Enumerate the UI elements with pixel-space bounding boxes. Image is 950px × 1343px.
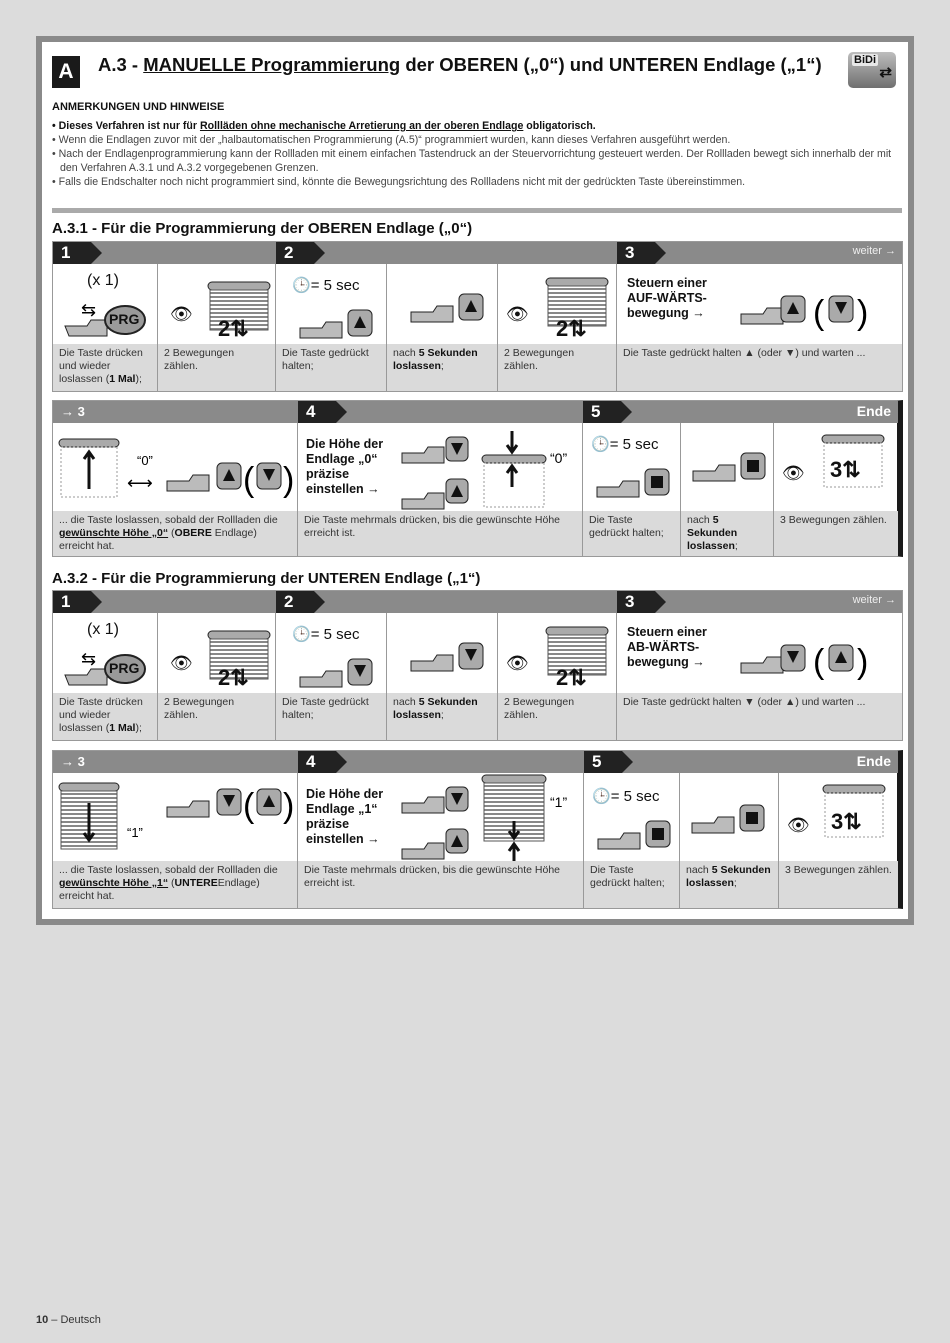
steps-1-3-upper [52, 241, 903, 392]
prg-button-label: PRG [109, 660, 140, 676]
notes-heading: ANMERKUNGEN UND HINWEISE [52, 101, 225, 113]
clock-icon: 🕒 [591, 436, 610, 453]
step-number: 4 [298, 401, 336, 423]
caption: Die Taste gedrückt halten; [276, 344, 386, 391]
svg-text:): ) [283, 461, 295, 499]
step2-release [387, 264, 498, 391]
step3b-release [53, 423, 298, 556]
caption: Die Taste drücken und wieder loslassen (1 Mal); [53, 693, 157, 740]
fine-adjust-diagram [398, 423, 578, 511]
caption: 2 Bewegungen zählen. [158, 693, 275, 740]
continue-label: → 3 [53, 401, 293, 423]
prg-button-label: PRG [109, 311, 140, 327]
count-number: 2 [218, 665, 231, 690]
hand-down-button-icon [296, 653, 376, 693]
count-number: 2 [218, 316, 231, 341]
step5-hold: 🕒= 5 sec Die Taste gedrückt halten; [583, 423, 681, 556]
hand-stop-button-icon [593, 463, 673, 503]
caption: Die Taste mehrmals drücken, bis die gewünschte Höhe erreicht ist. [298, 511, 582, 556]
eye-icon: 👁 [787, 815, 810, 835]
fine-adjust-diagram [398, 773, 578, 863]
svg-text:(: ( [813, 294, 825, 332]
caption: nach 5 Sekunden loslassen; [387, 693, 497, 740]
weiter-label: weiter → [852, 245, 896, 257]
svg-text:“0”: “0” [550, 450, 568, 466]
step3b-release [53, 773, 298, 908]
svg-text:⇆: ⇆ [81, 649, 97, 669]
step-number: 1 [53, 242, 91, 264]
hand-release-icon [407, 288, 487, 328]
step2-hold: 🕒= 5 sec Die Taste gedrückt halten; [276, 613, 387, 740]
count-number: 3 [831, 809, 844, 834]
caption: 2 Bewegungen zählen. [158, 344, 275, 391]
svg-text:“0”: “0” [137, 453, 153, 468]
clock-icon: 🕒 [292, 626, 311, 643]
caption: nach 5 Sekunden loslassen; [387, 344, 497, 391]
steps-4-5-lower [52, 750, 903, 909]
step-number: 3 [617, 242, 655, 264]
step-number: 2 [276, 591, 314, 613]
step-number: 3 [617, 591, 655, 613]
ende-label: Ende [856, 753, 891, 769]
step2-count: 👁 2⇅ 2 Bewegungen zählen. [498, 264, 617, 391]
instruction-panel [42, 42, 908, 919]
svg-text:(: ( [813, 643, 825, 681]
note-2: • Wenn die Endlagen zuvor mit der „halbautomatischen Programmierung (A.5)“ programmiert wurden, kann dieses Verfahren ausgeführt werden. [52, 134, 731, 146]
step1-count: 👁 2⇅ 2 Bewegungen zählen. [158, 264, 276, 391]
count-number: 3 [830, 457, 843, 482]
caption: 3 Bewegungen zählen. [774, 511, 898, 556]
step4-adjust: Die Höhe der Endlage „0“ präzise einstellen → “0” Die Taste mehrmals drücken, bis die gewünschte Höhe erreicht ist. [298, 423, 583, 556]
caption: Die Taste drücken und wieder loslassen (1 Mal); [53, 344, 157, 391]
step-number: 5 [584, 751, 622, 773]
caption: Die Taste gedrückt halten ▲ (oder ▼) und warten ... [617, 344, 902, 391]
svg-text:(: ( [243, 787, 255, 825]
caption: 3 Bewegungen zählen. [779, 861, 898, 908]
eye-icon: 👁 [506, 653, 529, 673]
shutter-up-diagram [57, 429, 293, 509]
section-title-upper: A.3.1 - Für die Programmierung der OBEREN Endlage („0“) [52, 220, 473, 237]
step-number: 5 [583, 401, 621, 423]
continue-label: → 3 [53, 751, 293, 773]
eye-icon: 👁 [170, 304, 193, 324]
step1-press-prg: (x 1) ⇆ PRG Die Taste drücken und wieder loslassen (1 Mal); [53, 613, 158, 740]
step4-adjust: Die Höhe der Endlage „1“ präzise einstellen → “1” Die Taste mehrmals drücken, bis die gewünschte Höhe erreicht ist. [298, 773, 584, 908]
eye-icon: 👁 [506, 304, 529, 324]
step5-hold: 🕒= 5 sec Die Taste gedrückt halten; [584, 773, 680, 908]
divider [52, 208, 902, 213]
step5-count: 👁 3⇅ 3 Bewegungen zählen. [774, 423, 898, 556]
note-4: • Falls die Endschalter noch nicht programmiert sind, könnte die Bewegungsrichtung des Rollladens nicht mit der gedrückten Taste übereinstimmen. [52, 176, 746, 188]
hand-prg-icon [57, 294, 157, 344]
hand-down-up-icon [737, 633, 877, 683]
svg-text:(: ( [243, 461, 255, 499]
caption: Die Taste gedrückt halten; [276, 693, 386, 740]
caption: ... die Taste loslassen, sobald der Rollladen die gewünschte Höhe „1“ (UNTEREEndlage) erreicht hat. [53, 861, 297, 908]
caption: Die Taste gedrückt halten; [583, 511, 680, 556]
step5-release [681, 423, 774, 556]
step2-count: 👁 2⇅ 2 Bewegungen zählen. [498, 613, 617, 740]
caption: Die Taste mehrmals drücken, bis die gewünschte Höhe erreicht ist. [298, 861, 583, 908]
svg-text:): ) [857, 294, 869, 332]
hand-stop-release-icon [688, 799, 768, 839]
svg-text:): ) [857, 643, 869, 681]
step-number: 1 [53, 591, 91, 613]
instruction-frame [36, 36, 914, 925]
page-footer: 10 – Deutsch [36, 1314, 101, 1326]
caption: Die Taste gedrückt halten ▼ (oder ▲) und warten ... [617, 693, 902, 740]
hand-prg-icon [57, 643, 157, 693]
bidi-icon: BiDi ⇄ [848, 52, 896, 88]
step5-release [680, 773, 779, 908]
weiter-label: weiter → [852, 594, 896, 606]
step2-release [387, 613, 498, 740]
hand-release-icon [407, 637, 487, 677]
svg-text:⟷: ⟷ [127, 473, 153, 493]
note-3: • Nach der Endlagenprogrammierung kann der Rollladen mit einem einfachen Tastendruck an der Steuervorrichtung gesteuert werden. Der Rollladen bewegt sich innerhalb der mit den Verfahren A.3.1 und A.3.2 vorgegebenen Grenzen. [52, 148, 892, 174]
hand-stop-button-icon [594, 815, 674, 855]
steps-4-5-upper [52, 400, 903, 557]
step-number: 4 [298, 751, 336, 773]
step3-steuern: Steuern einer AB-WÄRTS-bewegung → ( ) Die Taste gedrückt halten ▼ (oder ▲) und warten ... [617, 613, 902, 740]
step1-press-prg: (x 1) ⇆ PRG Die Taste drücken und wieder loslassen (1 Mal); [53, 264, 158, 391]
step5-count: 👁 3⇅ 3 Bewegungen zählen. [779, 773, 898, 908]
caption: Die Taste gedrückt halten; [584, 861, 679, 908]
step-number: 2 [276, 242, 314, 264]
hand-stop-release-icon [689, 447, 769, 487]
clock-icon: 🕒 [292, 277, 311, 294]
eye-icon: 👁 [782, 463, 805, 483]
caption: nach 5 Sekunden loslassen; [681, 511, 773, 556]
caption: 2 Bewegungen zählen. [498, 344, 616, 391]
svg-text:⇆: ⇆ [81, 300, 97, 320]
section-badge: A [52, 56, 80, 88]
eye-icon: 👁 [170, 653, 193, 673]
hand-up-down-icon [737, 284, 877, 334]
section-title-lower: A.3.2 - Für die Programmierung der UNTEREN Endlage („1“) [52, 570, 481, 587]
note-1: • Dieses Verfahren ist nur für Rollläden ohne mechanische Arretierung an der oberen Endlage obligatorisch. [52, 120, 596, 132]
clock-icon: 🕒 [592, 788, 611, 805]
page-title: A.3 - MANUELLE Programmierung der OBEREN („0“) und UNTEREN Endlage („1“) [98, 54, 822, 75]
shutter-down-diagram [57, 777, 293, 861]
notes [52, 100, 902, 189]
svg-text:“1”: “1” [127, 825, 143, 840]
steps-1-3-lower [52, 590, 903, 741]
step1-count: 👁 2⇅ 2 Bewegungen zählen. [158, 613, 276, 740]
caption: ... die Taste loslassen, sobald der Rollladen die gewünschte Höhe „0“ (OBERE Endlage) erreicht hat. [53, 511, 297, 556]
caption: 2 Bewegungen zählen. [498, 693, 616, 740]
step2-hold: 🕒= 5 sec Die Taste gedrückt halten; [276, 264, 387, 391]
svg-text:): ) [283, 787, 295, 825]
caption: nach 5 Sekunden loslassen; [680, 861, 778, 908]
hand-up-button-icon [296, 304, 376, 344]
svg-text:“1”: “1” [550, 794, 568, 810]
ende-label: Ende [856, 403, 891, 419]
step3-steuern: Steuern einer AUF-WÄRTS-bewegung → ( ) Die Taste gedrückt halten ▲ (oder ▼) und warten ... [617, 264, 902, 391]
